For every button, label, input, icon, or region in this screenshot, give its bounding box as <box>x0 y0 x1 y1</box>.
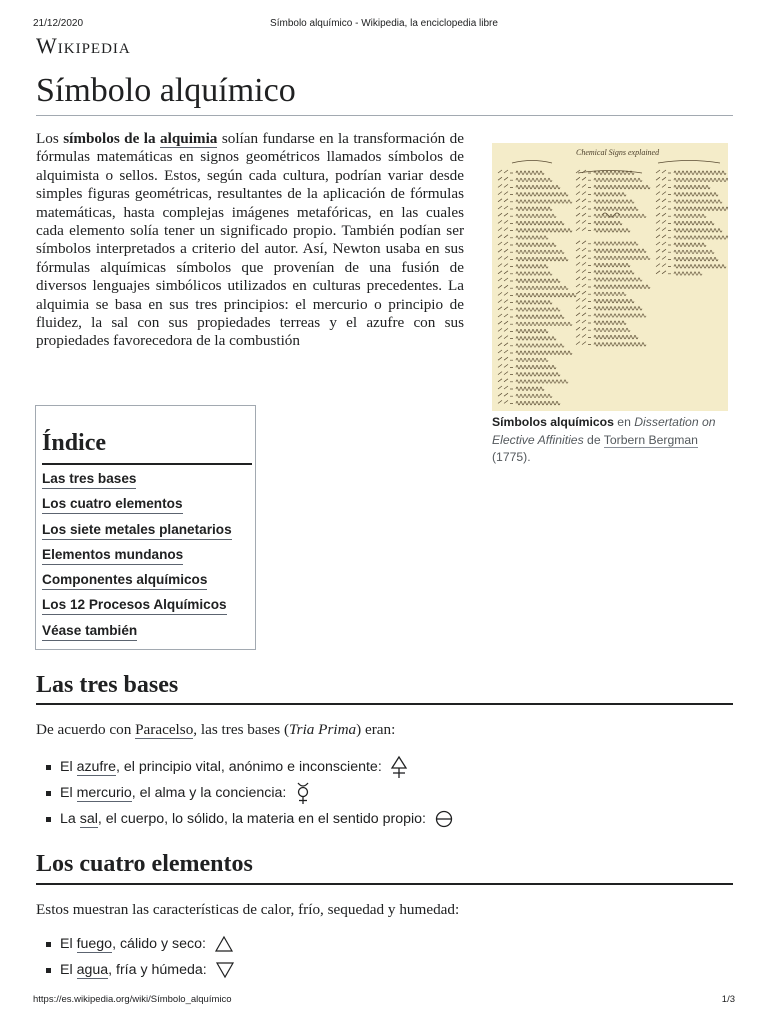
bullet <box>46 817 51 822</box>
section-divider-tres-bases <box>36 703 733 705</box>
print-footer-page: 1/3 <box>721 994 735 1005</box>
link-sal[interactable]: sal <box>79 810 98 827</box>
list-item: El mercurio , el alma y la conciencia: <box>44 780 454 806</box>
bullet <box>46 765 51 770</box>
toc-divider <box>42 463 252 465</box>
print-date: 21/12/2020 <box>33 18 84 29</box>
toc-title: Índice <box>42 430 107 456</box>
figure-image-title: Chemical Signs explained <box>576 148 660 157</box>
link-azufre[interactable]: azufre <box>76 758 116 775</box>
toc-item-los-siete-metales[interactable]: Los siete metales planetarios <box>42 521 232 546</box>
link-mercurio[interactable]: mercurio <box>76 784 132 801</box>
fire-icon <box>214 935 234 953</box>
list-item: La sal , el cuerpo, lo sólido, la materia en el sentido propio: <box>44 806 454 832</box>
lead-paragraph: Los símbolos de la alquimia solían fundarse en la transformación de fórmulas matemáticas en signos geométricos llamados símbolos de alquimista o sellos. Estos, según cada cultura, podrían variar desde simples figuras geométricas, resultantes de la aplicación de fórmulas matemáticas, hasta complejas imágenes metafóricas, en las cuales cada elemento solía tener un significado propio. También podían ser símbolos interpretados a criterio del autor. Así, Newton usaba en sus fórmulas alquímicas símbolos que provenían de una fusión de diversos lenguajes simbólicos utilizados en culturas precedentes. La alquimia se basa en sus tres principios: el mercurio o principio de fluidez, la sal con sus propiedades terreas y el azufre con sus propiedades favorecedora de la combustión <box>36 130 465 350</box>
list-item: El azufre , el principio vital, anónimo e inconsciente: <box>44 754 454 780</box>
bullet <box>46 791 51 796</box>
toc-list <box>42 470 232 647</box>
list-item: El fuego , cálido y seco: <box>44 931 235 957</box>
print-footer-url: https://es.wikipedia.org/wiki/Símbolo_alquímico <box>33 994 232 1005</box>
toc-item-los-cuatro-elementos[interactable]: Los cuatro elementos <box>42 495 232 520</box>
mercury-icon <box>294 781 312 805</box>
tres-bases-intro: De acuerdo con Paracelso, las tres bases (Tria Prima) eran: <box>36 721 396 738</box>
link-alquimia[interactable]: alquimia <box>160 130 218 147</box>
page-title: Símbolo alquímico <box>36 72 296 109</box>
link-torbern-bergman[interactable]: Torbern Bergman <box>603 432 698 447</box>
tres-bases-list <box>44 754 454 832</box>
toc-item-elementos-mundanos[interactable]: Elementos mundanos <box>42 546 232 571</box>
table-of-contents <box>35 405 256 650</box>
link-fuego[interactable]: fuego <box>76 935 113 952</box>
link-paracelso[interactable]: Paracelso <box>135 721 194 738</box>
section-heading-tres-bases: Las tres bases <box>36 672 179 698</box>
print-page-title: Símbolo alquímico - Wikipedia, la enciclopedia libre <box>270 18 498 29</box>
water-icon <box>215 961 235 979</box>
list-item: El agua , fría y húmeda: <box>44 957 235 983</box>
figure-alchemical-symbols <box>492 143 732 467</box>
bullet <box>46 942 51 947</box>
section-divider-cuatro-elementos <box>36 883 733 885</box>
toc-item-vease-tambien[interactable]: Véase también <box>42 622 232 647</box>
title-divider <box>36 115 733 116</box>
figure-caption: Símbolos alquímicos en Dissertation on Elective Affinities de Torbern Bergman (1775). <box>492 415 716 464</box>
alchemical-symbols-image[interactable] <box>492 143 728 411</box>
bullet <box>46 968 51 973</box>
wikipedia-wordmark[interactable]: Wikipedia <box>36 33 131 58</box>
cuatro-elementos-list <box>44 931 235 983</box>
link-agua[interactable]: agua <box>76 961 109 978</box>
section-heading-cuatro-elementos: Los cuatro elementos <box>36 851 253 877</box>
sulfur-icon <box>390 755 408 779</box>
toc-item-las-tres-bases[interactable]: Las tres bases <box>42 470 232 495</box>
toc-item-componentes-alquimicos[interactable]: Componentes alquímicos <box>42 571 232 596</box>
cuatro-elementos-intro: Estos muestran las características de calor, frío, sequedad y humedad: <box>36 901 460 918</box>
toc-item-12-procesos[interactable]: Los 12 Procesos Alquímicos <box>42 596 232 621</box>
salt-icon <box>434 809 454 829</box>
